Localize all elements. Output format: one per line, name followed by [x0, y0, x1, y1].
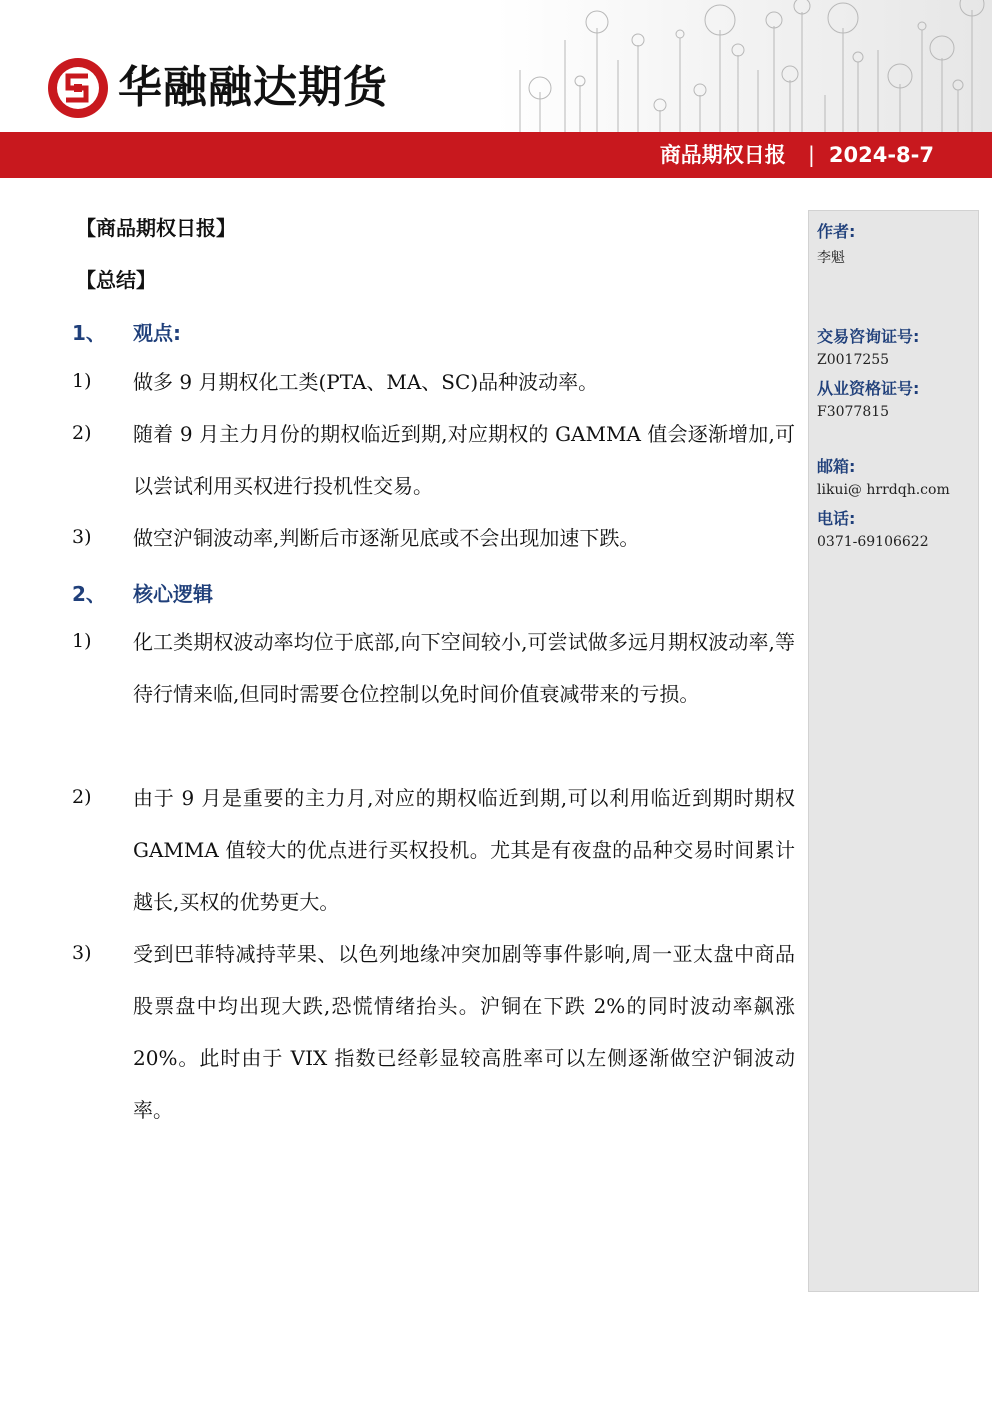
phone-label: 电话:: [817, 509, 856, 528]
list-item: 做多 9 月期权化工类(PTA、MA、SC)品种波动率。: [133, 370, 599, 394]
header-band: [0, 132, 992, 178]
item-number: 2): [72, 786, 92, 808]
item-number: 3): [72, 526, 92, 548]
report-info: [660, 132, 934, 178]
list-item: 受到巴菲特减持苹果、以色列地缘冲突加剧等事件影响,周一亚太盘中商品股票盘中均出现大跌,恐慌情绪抬头。沪铜在下跌 2%的同时波动率飙涨 20%。此时由于 VIX 指数已经彰显较高胜率可以左侧逐渐做空沪铜波动率。: [133, 942, 795, 1122]
email-address: likui@ hrrdqh.com: [817, 482, 950, 498]
consult-number: Z0017255: [817, 352, 890, 368]
item-number: 3): [72, 942, 92, 964]
separator: |: [807, 143, 815, 167]
section-number: 1、: [72, 321, 106, 345]
report-title: 【商品期权日报】: [76, 216, 236, 240]
company-name: 华融融达期货: [118, 62, 388, 113]
list-item: 随着 9 月主力月份的期权临近到期,对应期权的 GAMMA 值会逐渐增加,可以尝试利用买权进行投机性交易。: [133, 422, 795, 498]
author-label: 作者:: [817, 222, 856, 241]
consult-label: 交易咨询证号:: [817, 327, 920, 346]
summary-heading: 【总结】: [76, 268, 156, 292]
item-number: 1): [72, 630, 92, 652]
qualification-number: F3077815: [817, 404, 890, 420]
list-item: 做空沪铜波动率,判断后市逐渐见底或不会出现加速下跌。: [133, 526, 640, 550]
section-title-views: 观点:: [133, 321, 181, 345]
report-date: 2024-8-7: [828, 143, 934, 167]
email-label: 邮箱:: [817, 457, 856, 476]
section-title-logic: 核心逻辑: [133, 582, 213, 606]
list-item: 由于 9 月是重要的主力月,对应的期权临近到期,可以利用临近到期时期权 GAMMA 值较大的优点进行买权投机。尤其是有夜盘的品种交易时间累计越长,买权的优势更大。: [133, 786, 795, 914]
item-number: 1): [72, 370, 92, 392]
qualification-label: 从业资格证号:: [817, 379, 920, 398]
author-name: 李魁: [817, 250, 845, 266]
company-logo-icon: [46, 56, 110, 120]
list-item: 化工类期权波动率均位于底部,向下空间较小,可尝试做多远月期权波动率,等待行情来临,但同时需要仓位控制以免时间价值衰减带来的亏损。: [133, 630, 795, 706]
item-number: 2): [72, 422, 92, 444]
author-sidebar: [808, 210, 979, 1292]
phone-number: 0371-69106622: [817, 534, 929, 550]
section-number: 2、: [72, 582, 106, 606]
report-name: 商品期权日报: [659, 143, 786, 167]
